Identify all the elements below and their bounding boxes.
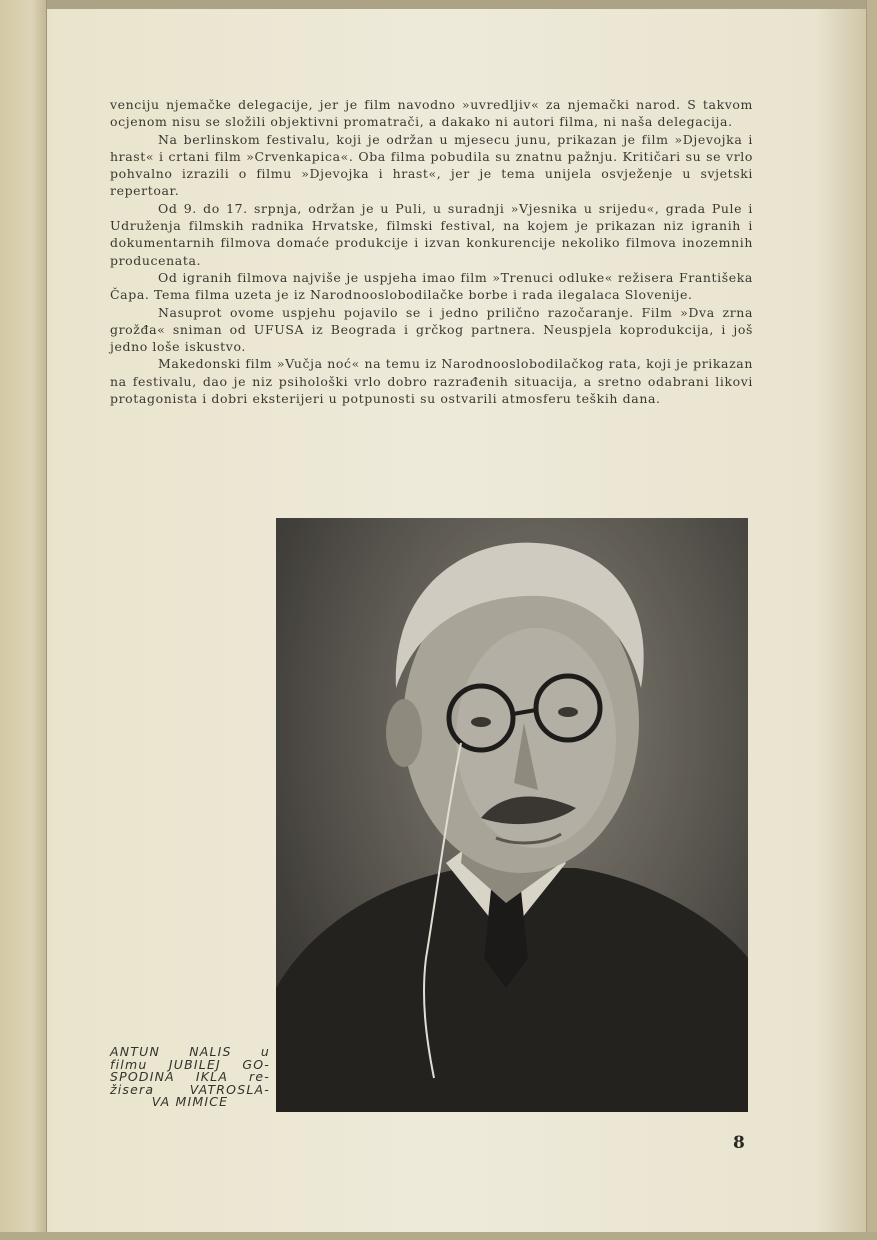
paragraph-dva-zrna-grozda: Nasuprot ovome uspjehu pojavilo se i jedno prilično razočaranje. Film »Dva zrna grožđa« sniman od UFUSA iz Beograda i grčkog partnera. Neuspjela koprodukcija, i još jedno loše iskustvo. — [110, 304, 753, 355]
paragraph-continuation: venciju njemačke delegacije, jer je film navodno »uvredljiv« za njemački narod. S takvom ocjenom nisu se složili objektivni promatrači, a dakako ni autori filma, ni naša delegacija. — [110, 97, 753, 130]
paragraph-trenuci-odluke: Od igranih filmova najviše je uspjeha imao film »Trenuci odluke« režisera Františeka Čapa. Tema filma uzeta je iz Narodnooslobodilačke borbe i rada ilegalaca Slovenije. — [110, 269, 753, 303]
caption-line: SPODINA IKLA re- — [110, 1069, 270, 1084]
paragraph-pula-festival: Od 9. do 17. srpnja, održan je u Puli, u suradnji »Vjesnika u srijedu«, grada Pule i Udruženja filmskih radnika Hrvatske, filmski festival, na kojem je prikazan niz igranih i dokumentarnih filmova domaće produkcije i izvan konkurencije nekoliko filmova inozemnih producenata. — [110, 200, 753, 268]
caption-line: VA MIMICE — [151, 1094, 229, 1109]
page-right-edge — [866, 0, 877, 1240]
portrait-photo — [276, 518, 748, 1112]
caption-line: filmu JUBILEJ GO- — [110, 1056, 270, 1072]
page-top-edge — [0, 0, 877, 9]
photo-caption — [110, 1046, 270, 1109]
caption-line: žisera VATROSLA- — [110, 1081, 270, 1097]
paragraph-vucja-noc: Makedonski film »Vučja noć« na temu iz Narodnooslobodilačkog rata, koji je prikazan na festivalu, dao je niz psihološki vrlo dobro razrađenih situacija, a sretno odabrani likovi protagonista i dobri eksterijeri u potpunosti su ostvarili atmosferu teških dana. — [110, 356, 753, 407]
paragraph-berlin-festival: Na berlinskom festivalu, koji je održan u mjesecu junu, prikazan je film »Djevojka i hrast« i crtani film »Crvenkapica«. Oba filma pobudila su znatnu pažnju. Kritičari su se vrlo pohvalno izrazili o filmu »Djevojka i hrast«, jer je tema unijela osvježenje u svjetski repertoar. — [110, 131, 753, 199]
article-body — [110, 96, 753, 407]
page-bottom-edge — [0, 1232, 877, 1240]
caption-line: ANTUN NALIS u — [110, 1044, 270, 1059]
page-number: 8 — [733, 1133, 745, 1153]
page-binding-edge — [0, 0, 47, 1240]
portrait-illustration — [276, 518, 748, 1112]
